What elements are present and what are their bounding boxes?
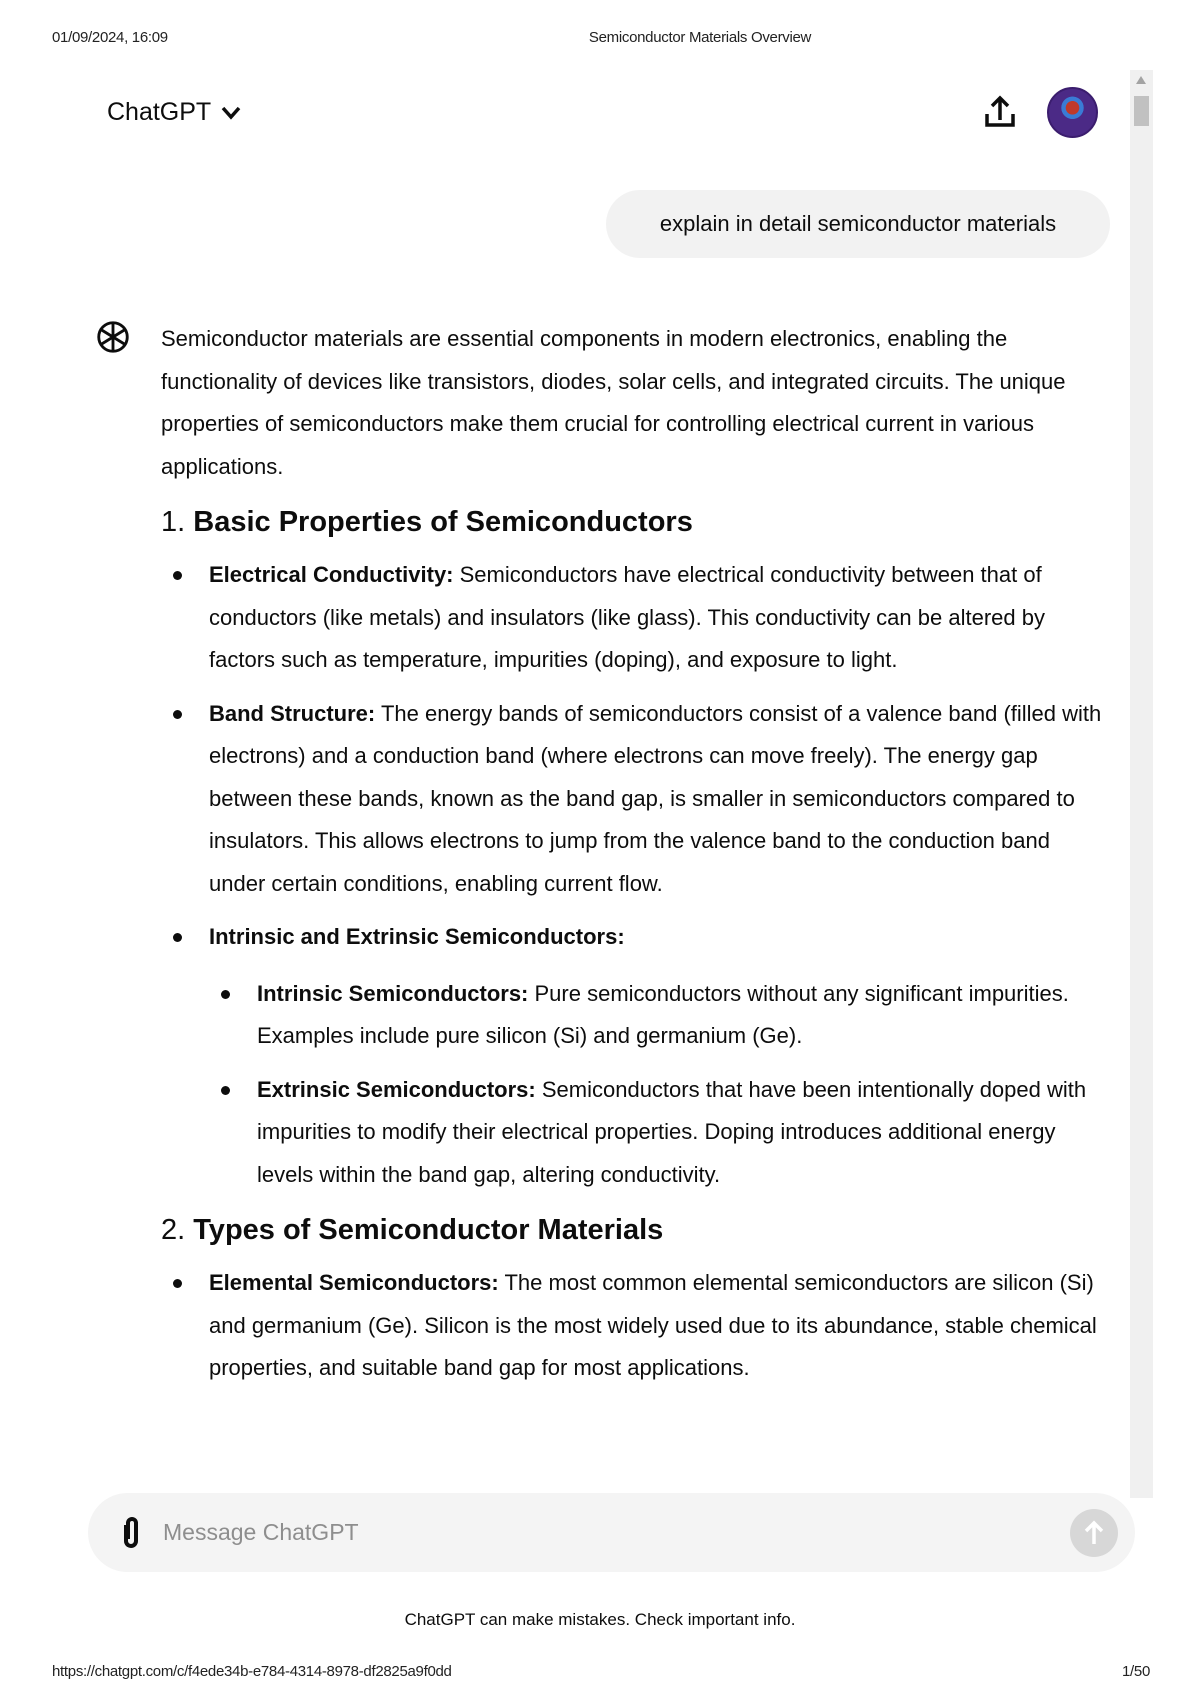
scroll-up-icon[interactable] — [1136, 76, 1146, 84]
disclaimer: ChatGPT can make mistakes. Check important info. — [404, 1610, 796, 1629]
scrollbar-thumb[interactable] — [1134, 96, 1149, 126]
list-item: Band Structure: The energy bands of semiconductors consist of a valence band (filled with electrons) and a conduction band (where electrons can move freely). The energy gap between these bands, known as the band gap, is smaller in semiconductors compared to insulators. This allows electrons to jump from the valence band to the conduction band under certain conditions, enabling current flow. — [161, 693, 1106, 906]
list-item: Elemental Semiconductors: The most common elemental semiconductors are silicon (Si) and germanium (Ge). Silicon is the most widely used due to its abundance, stable chemical properties, and suitable band gap for most applications. — [161, 1262, 1106, 1390]
chatgpt-logo-icon — [94, 318, 132, 356]
arrow-up-icon — [1083, 1520, 1105, 1546]
section-heading: 1. Basic Properties of Semiconductors — [161, 506, 693, 538]
message-input[interactable]: Message ChatGPT — [163, 1519, 359, 1545]
chevron-down-icon — [221, 106, 241, 120]
print-page-number: 1/50 — [1122, 1663, 1150, 1680]
model-selector[interactable] — [107, 98, 241, 127]
send-button[interactable] — [1070, 1509, 1118, 1557]
brand-label: ChatGPT — [107, 98, 212, 126]
scrollbar[interactable] — [1130, 70, 1153, 1498]
intro-paragraph: Semiconductor materials are essential components in modern electronics, enabling the functionality of devices like transistors, diodes, solar cells, and integrated circuits. The unique properties of semiconductors make them crucial for controlling electrical current in various applications. — [161, 326, 1066, 479]
list-item: Intrinsic and Extrinsic Semiconductors: Intrinsic Semiconductors: Pure semiconductors without any significant impurities. Examples include pure silicon (Si) and germanium (Ge). Extrinsic Semiconductors: Semiconductors that have been intentionally doped with impurities to modify their electrical properties. Doping introduces additional energy levels within the band gap, altering conductivity. — [161, 916, 1106, 1196]
paperclip-icon[interactable] — [118, 1517, 144, 1549]
section-heading: 2. Types of Semiconductor Materials — [161, 1214, 664, 1246]
user-message-bubble — [606, 190, 1110, 258]
print-title: Semiconductor Materials Overview — [588, 29, 812, 46]
print-datetime: 01/09/2024, 16:09 — [52, 29, 168, 46]
share-icon[interactable] — [982, 94, 1018, 130]
user-avatar[interactable] — [1047, 87, 1098, 138]
user-message-text: explain in detail semiconductor materials — [659, 211, 1057, 236]
sub-list-item: Intrinsic Semiconductors: Pure semiconductors without any significant impurities. Examples include pure silicon (Si) and germanium (Ge). — [209, 973, 1106, 1058]
sub-list-item: Extrinsic Semiconductors: Semiconductors that have been intentionally doped with impurities to modify their electrical properties. Doping introduces additional energy levels within the band gap, altering conductivity. — [209, 1069, 1106, 1197]
assistant-response — [161, 318, 1106, 1401]
list-item: Electrical Conductivity: Semiconductors have electrical conductivity between that of conductors (like metals) and insulators (like glass). This conductivity can be altered by factors such as temperature, impurities (doping), and exposure to light. — [161, 554, 1106, 682]
print-url: https://chatgpt.com/c/f4ede34b-e784-4314-8978-df2825a9f0dd — [52, 1663, 452, 1680]
